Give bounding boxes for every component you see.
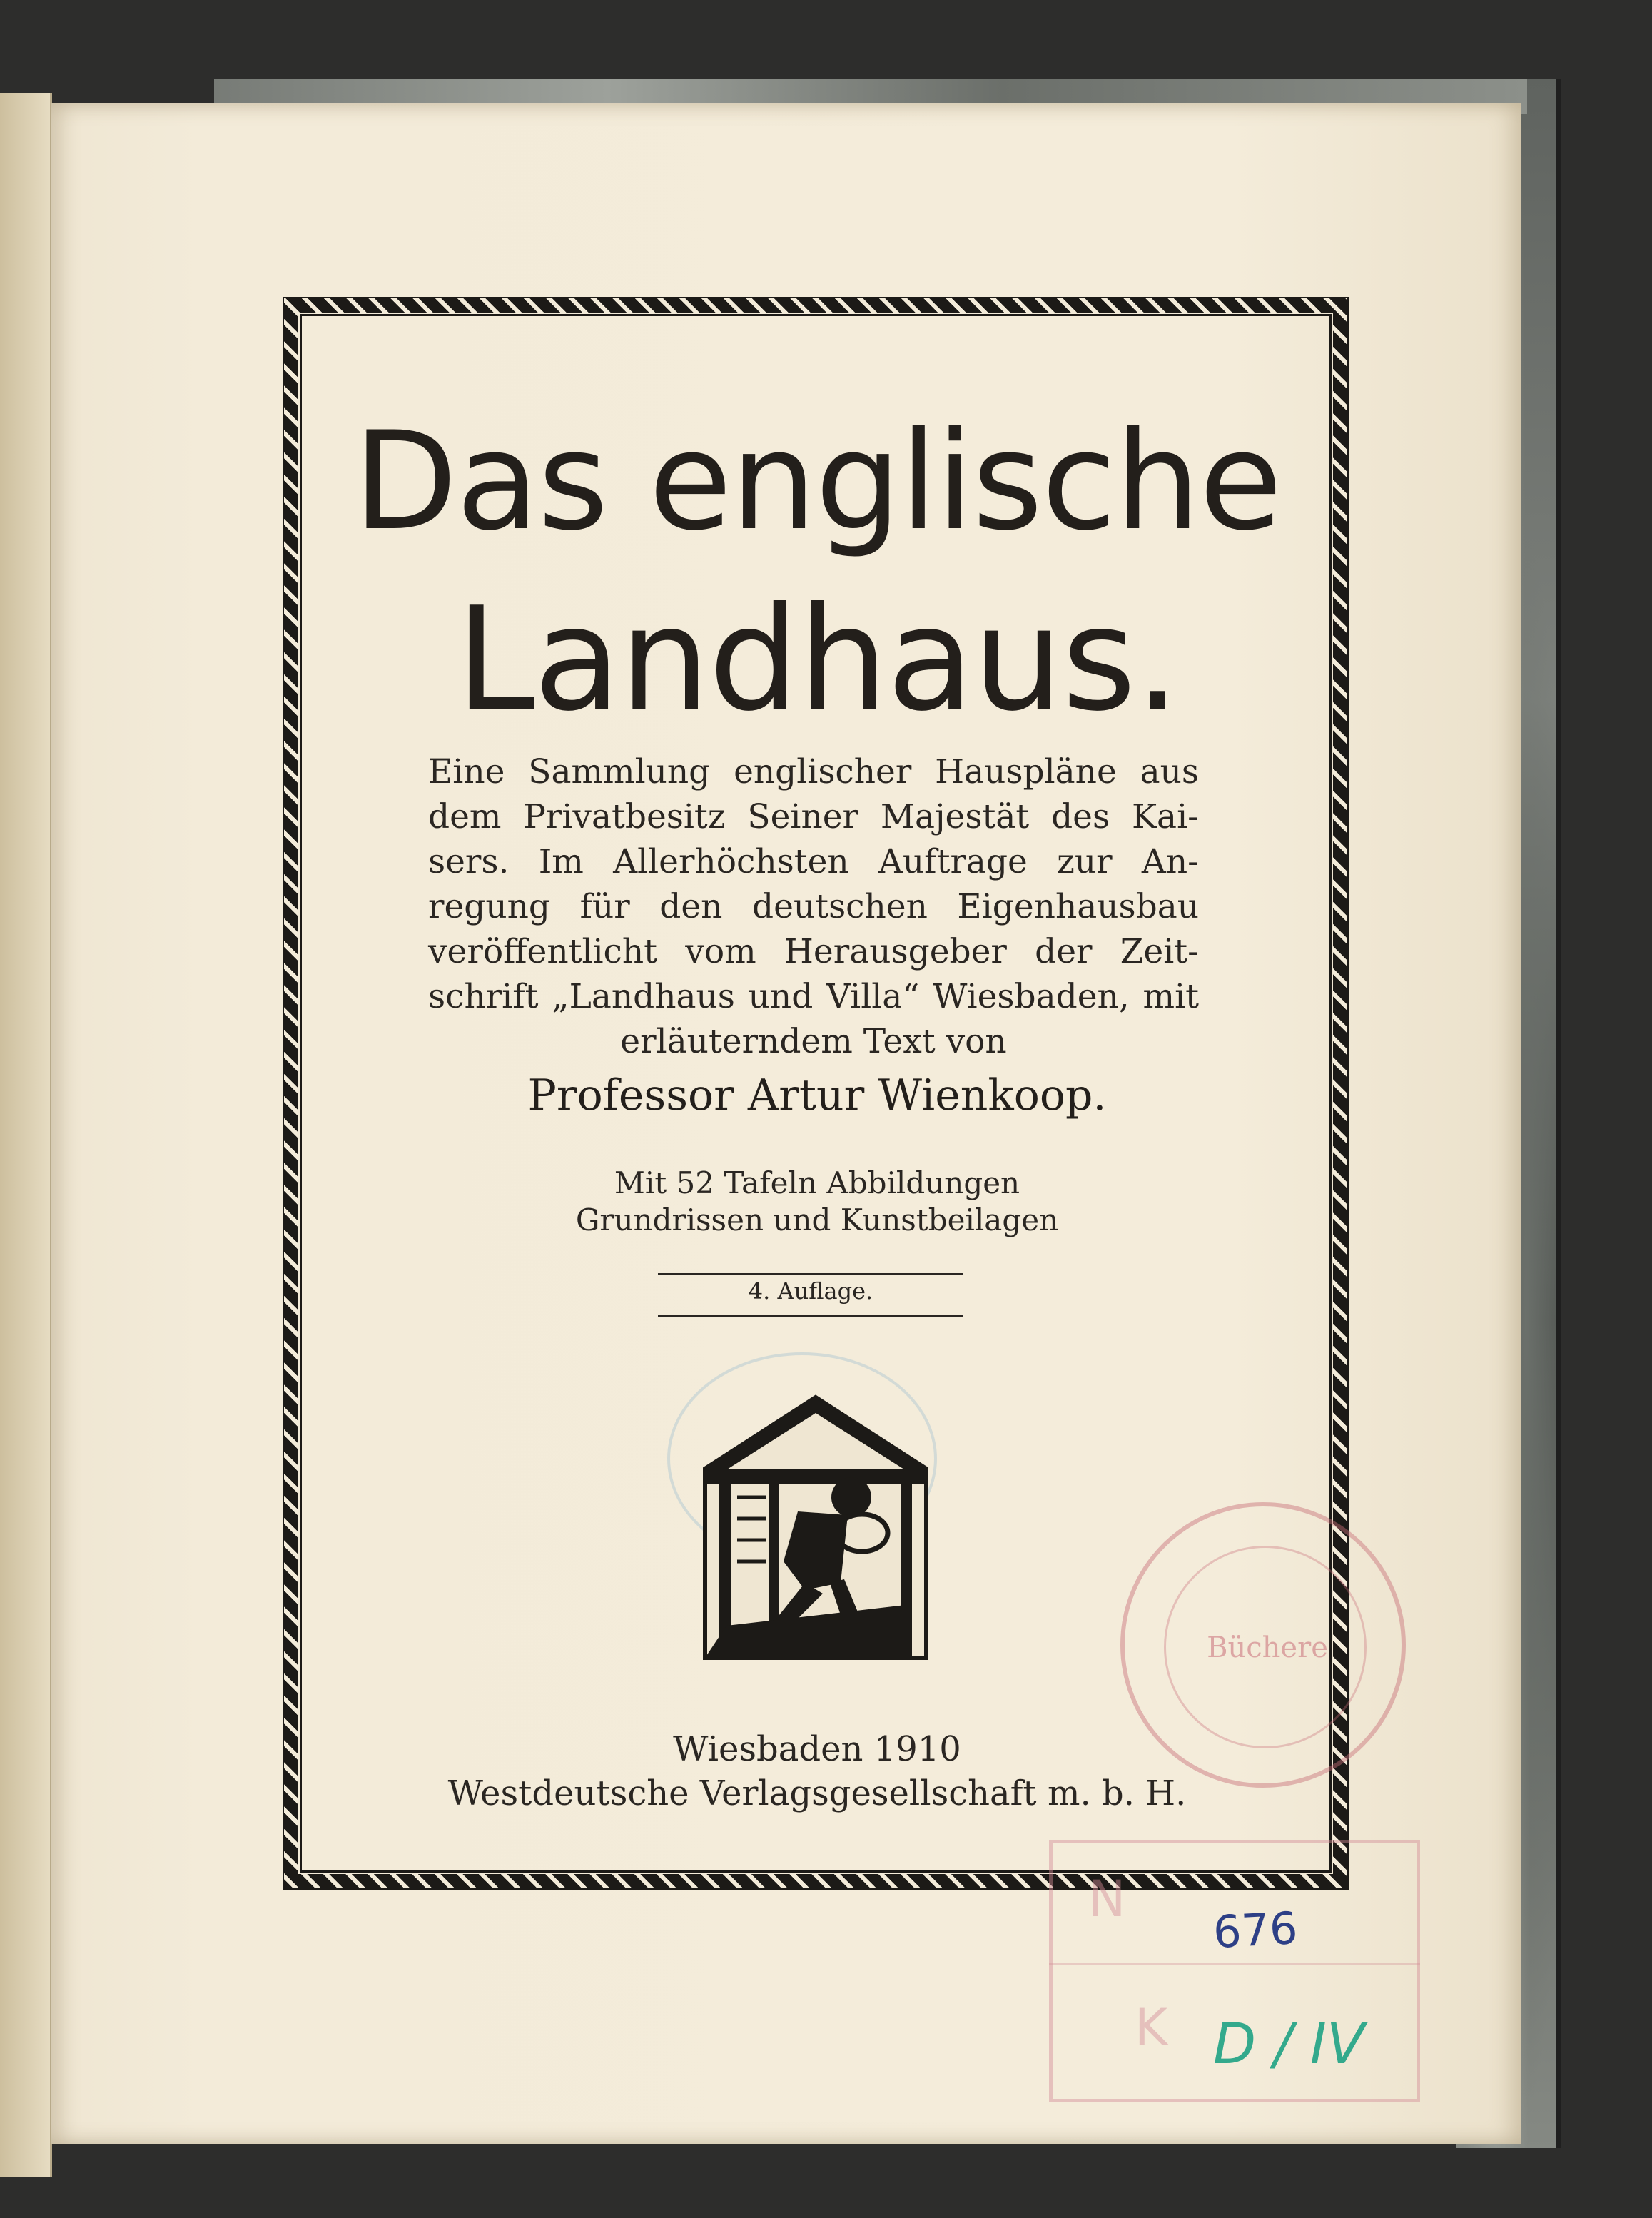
edition-rule-top — [658, 1273, 963, 1275]
edition-label: 4. Auflage. — [748, 1277, 873, 1305]
plates-note — [314, 1165, 1320, 1239]
imprint-place-year: Wiesbaden 1910 — [673, 1729, 961, 1769]
handwritten-shelf-number: 676 — [1212, 1901, 1299, 1959]
handwritten-shelf-class: D / IV — [1213, 2012, 1365, 2077]
shelfmark-letter-1: N — [1088, 1870, 1126, 1928]
edition-rule-bottom — [658, 1315, 963, 1317]
title-line-1: Das englische — [353, 402, 1282, 560]
imprint-publisher: Westdeutsche Verlagsgesellschaft m. b. H. — [447, 1773, 1187, 1813]
author-line: Professor Artur Wienkoop. — [527, 1070, 1107, 1120]
plates-line-2: Grundrissen und Kunstbeilagen — [575, 1202, 1059, 1237]
plates-line-1: Mit 52 Tafeln Abbildungen — [614, 1165, 1020, 1200]
library-stamp-round — [1120, 1502, 1406, 1788]
left-page-strip — [0, 93, 52, 2177]
stamp-text: Büchere — [1207, 1631, 1328, 1664]
shelfmark-letter-2: K — [1135, 1998, 1167, 2057]
shelfmark-box-divider — [1049, 1963, 1420, 1965]
title-line-2: Landhaus. — [455, 577, 1179, 743]
description-text: Eine Sammlung englischer Hauspläne aus dem Privatbesitz Seiner Majestät des Kai- sers. Im Allerhöchsten Auftrage zur An- regung für den deutschen Eigenhausbau veröffentlicht vom Herausgeber der Zeit- schrift „Landhaus und Villa“ Wiesbaden, mit erläuterndem Text von — [428, 752, 1199, 1061]
publisher-vignette-icon — [698, 1390, 933, 1661]
